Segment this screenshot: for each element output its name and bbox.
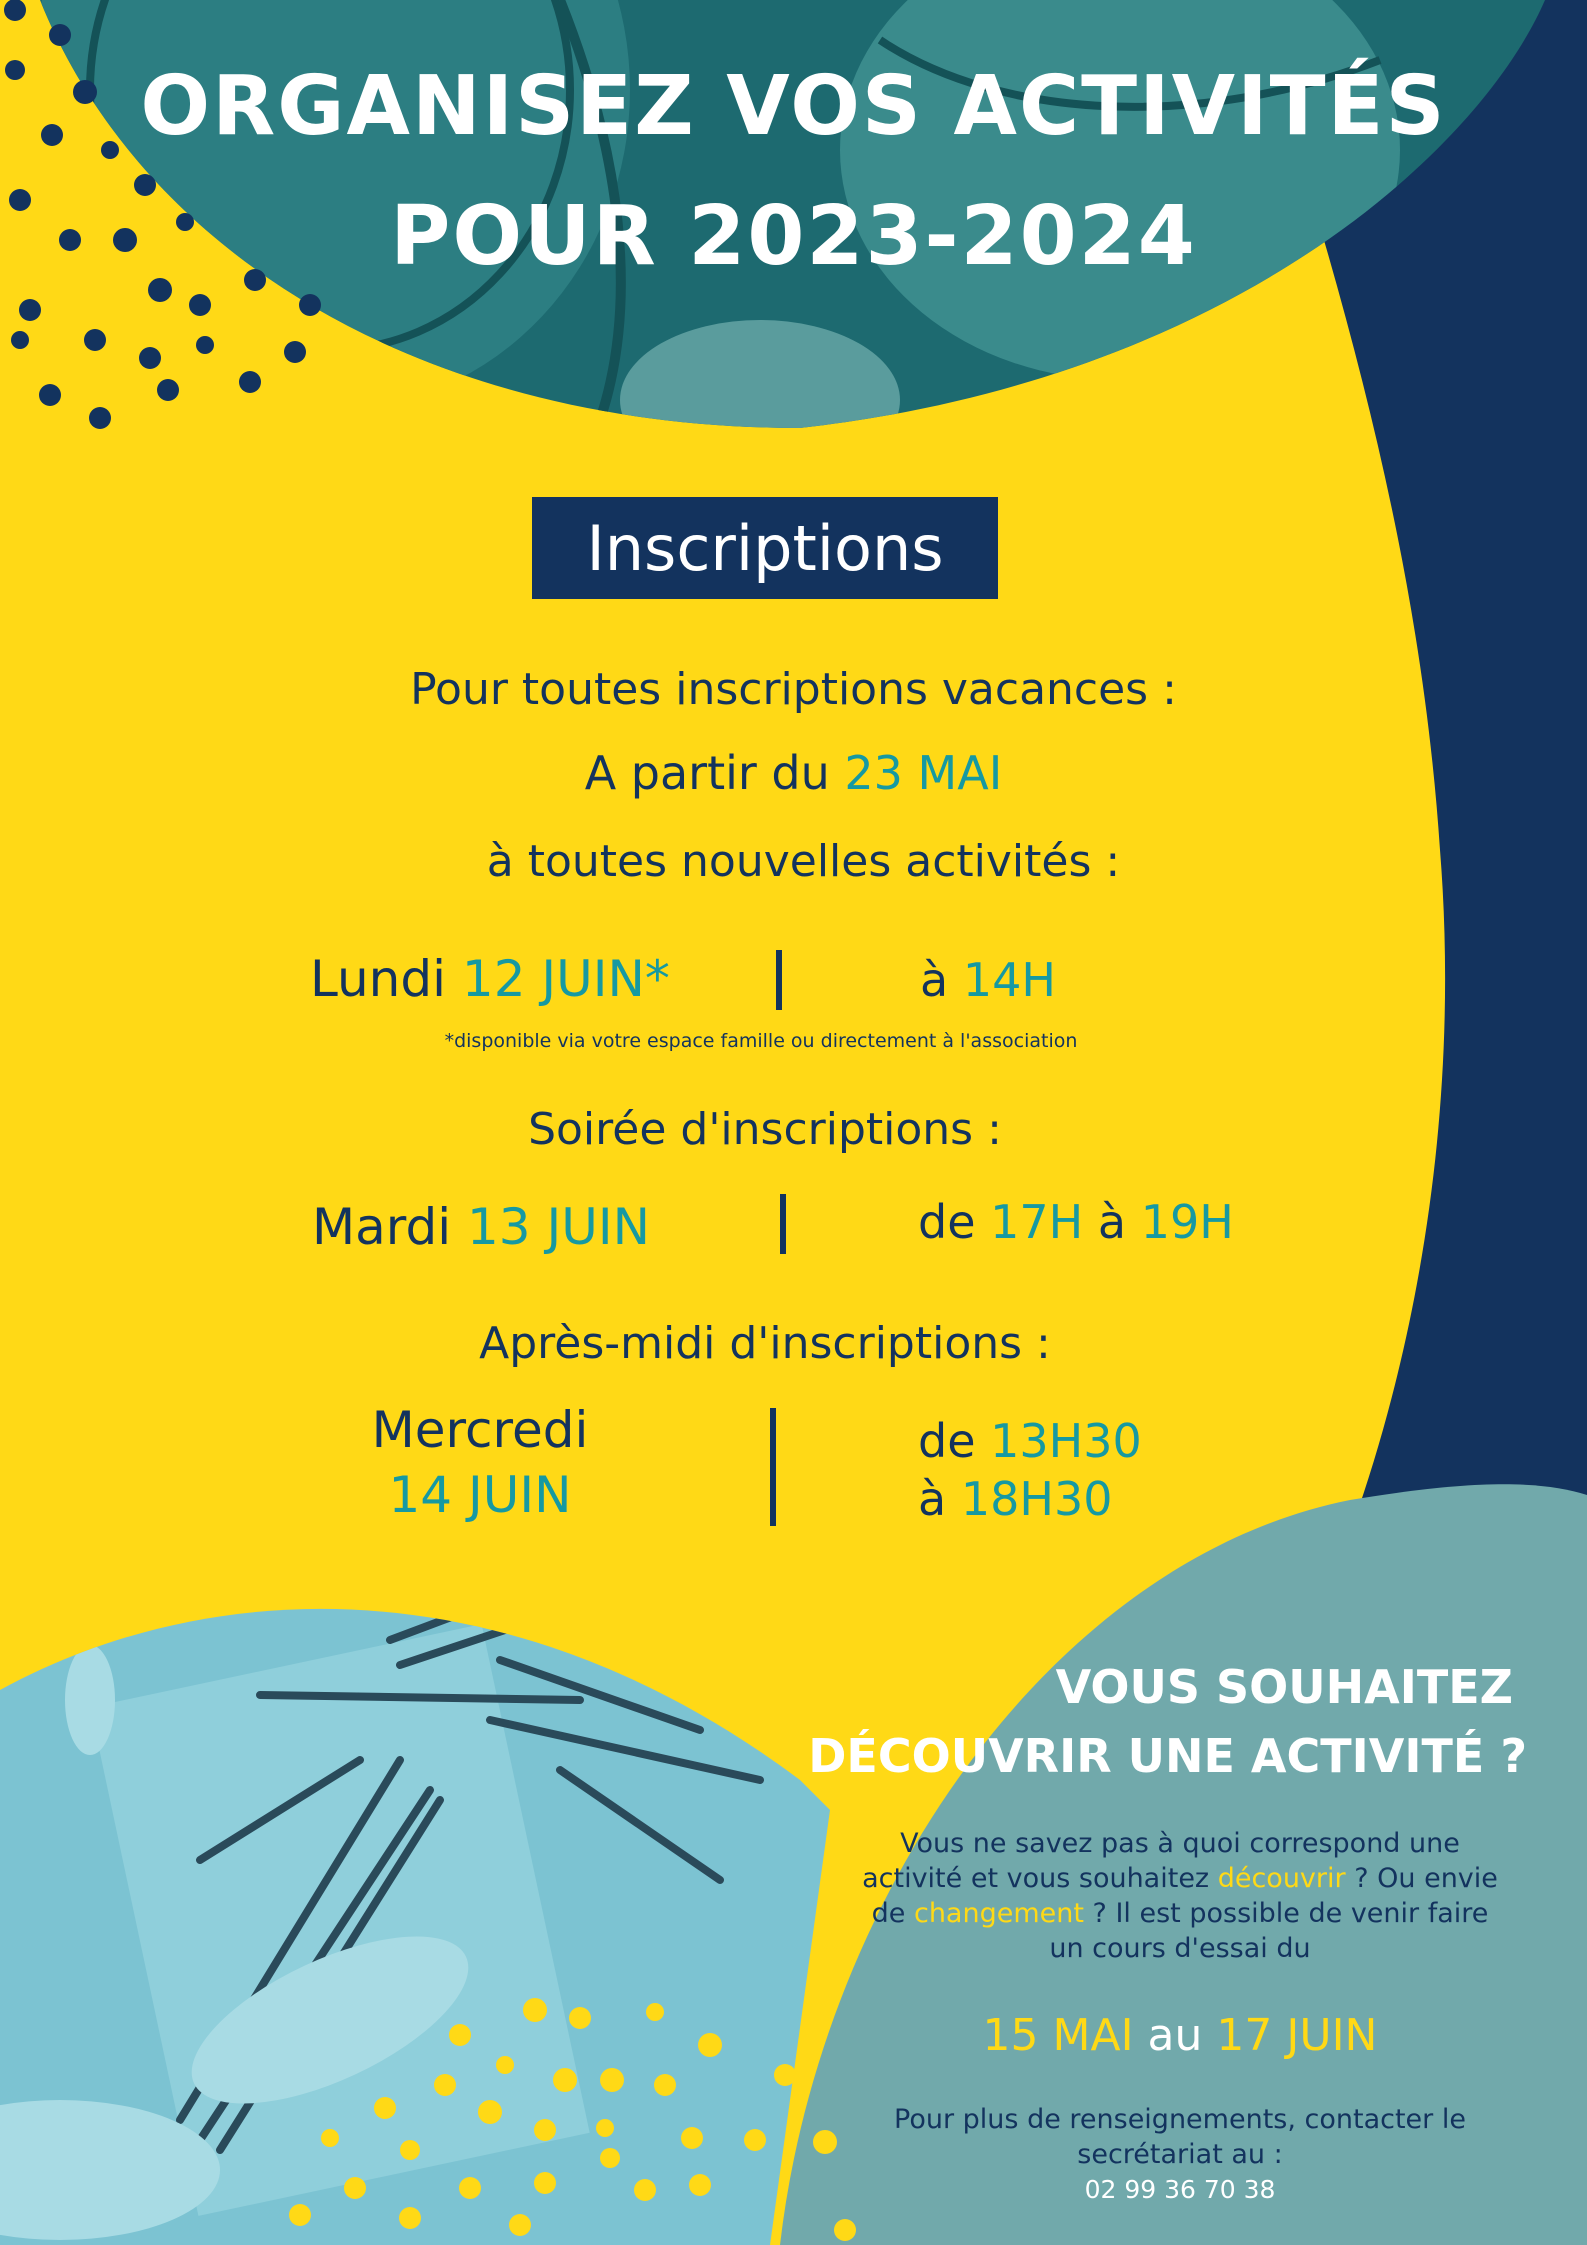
separator-bar bbox=[780, 1194, 786, 1254]
decouvrir-line1: Vous ne savez pas à quoi correspond une bbox=[900, 1828, 1460, 1859]
decouvrir-line2 bbox=[840, 1861, 1520, 1896]
decouvrir-description bbox=[840, 1826, 1520, 1966]
apresmidi-to-time: 18H30 bbox=[960, 1472, 1113, 1526]
main-title-line1: ORGANISEZ VOS ACTIVITÉS bbox=[140, 59, 1447, 154]
soiree-time-line bbox=[918, 1195, 1234, 1249]
soiree-to-time: 19H bbox=[1140, 1195, 1234, 1249]
nouvelles-time-prefix: à bbox=[920, 953, 949, 1007]
nouvelles-time: 14H bbox=[962, 953, 1056, 1007]
main-title-line2: POUR 2023-2024 bbox=[390, 189, 1197, 284]
decouvrir-title-line1: VOUS SOUHAITEZ bbox=[1055, 1660, 1513, 1714]
apresmidi-from-time: 13H30 bbox=[990, 1414, 1142, 1468]
decouvrir-line2-end: ? Ou envie bbox=[1354, 1863, 1498, 1894]
contact-line2: secrétariat au : bbox=[1077, 2139, 1283, 2170]
decouvrir-line3 bbox=[840, 1896, 1520, 1931]
apresmidi-from-word: de bbox=[918, 1414, 976, 1468]
soiree-from-word: de bbox=[918, 1195, 976, 1249]
nouvelles-footnote: *disponible via votre espace famille ou directement à l'association bbox=[444, 1030, 1078, 1052]
inscriptions-badge bbox=[532, 497, 998, 599]
essai-date-mid: au bbox=[1147, 2010, 1203, 2061]
essai-date-from: 15 MAI bbox=[982, 2010, 1134, 2061]
decouvrir-highlight: découvrir bbox=[1217, 1863, 1346, 1894]
inscriptions-badge-label: Inscriptions bbox=[586, 511, 944, 585]
apresmidi-day bbox=[330, 1401, 630, 1459]
decouvrir-line3-start: de bbox=[871, 1898, 906, 1929]
apresmidi-date: 14 JUIN bbox=[388, 1466, 572, 1524]
soiree-day-line bbox=[312, 1198, 651, 1256]
essai-date-to: 17 JUIN bbox=[1216, 2010, 1378, 2061]
separator-bar bbox=[776, 950, 782, 1010]
apresmidi-to-word: à bbox=[918, 1472, 947, 1526]
colored-pencils-photo bbox=[0, 1560, 840, 2245]
soiree-to-word: à bbox=[1097, 1195, 1127, 1249]
nouvelles-time-line bbox=[920, 953, 1056, 1007]
nouvelles-heading: à toutes nouvelles activités : bbox=[486, 836, 1121, 887]
apresmidi-day-name: Mercredi bbox=[371, 1401, 589, 1459]
decouvrir-line4: un cours d'essai du bbox=[1049, 1933, 1311, 1964]
vacances-date-line bbox=[0, 746, 1587, 800]
vacances-prefix: A partir du bbox=[584, 746, 830, 800]
apresmidi-from-line bbox=[918, 1414, 1142, 1468]
vacances-date: 23 MAI bbox=[844, 746, 1003, 800]
vacances-heading: Pour toutes inscriptions vacances : bbox=[410, 664, 1177, 715]
decouvrir-title-line2: DÉCOUVRIR UNE ACTIVITÉ ? bbox=[808, 1729, 1527, 1783]
nouvelles-day: Lundi bbox=[310, 950, 446, 1008]
nouvelles-date: 12 JUIN* bbox=[461, 950, 670, 1008]
soiree-from-time: 17H bbox=[990, 1195, 1084, 1249]
apresmidi-date-wrap bbox=[330, 1466, 630, 1524]
apresmidi-to-line bbox=[918, 1472, 1113, 1526]
phone-number: 02 99 36 70 38 bbox=[1084, 2175, 1276, 2204]
apresmidi-heading: Après-midi d'inscriptions : bbox=[479, 1318, 1051, 1369]
essai-dates bbox=[840, 2010, 1520, 2061]
nouvelles-day-line bbox=[310, 950, 670, 1008]
decouvrir-line3-end: ? Il est possible de venir faire bbox=[1092, 1898, 1489, 1929]
contact-line1: Pour plus de renseignements, contacter le bbox=[894, 2104, 1466, 2135]
soiree-date: 13 JUIN bbox=[467, 1198, 651, 1256]
separator-bar bbox=[770, 1408, 776, 1526]
soiree-day: Mardi bbox=[312, 1198, 452, 1256]
soiree-heading: Soirée d'inscriptions : bbox=[528, 1104, 1002, 1155]
contact-block bbox=[840, 2102, 1520, 2207]
decouvrir-line2-start: activité et vous souhaitez bbox=[862, 1863, 1210, 1894]
changement-highlight: changement bbox=[913, 1898, 1084, 1929]
